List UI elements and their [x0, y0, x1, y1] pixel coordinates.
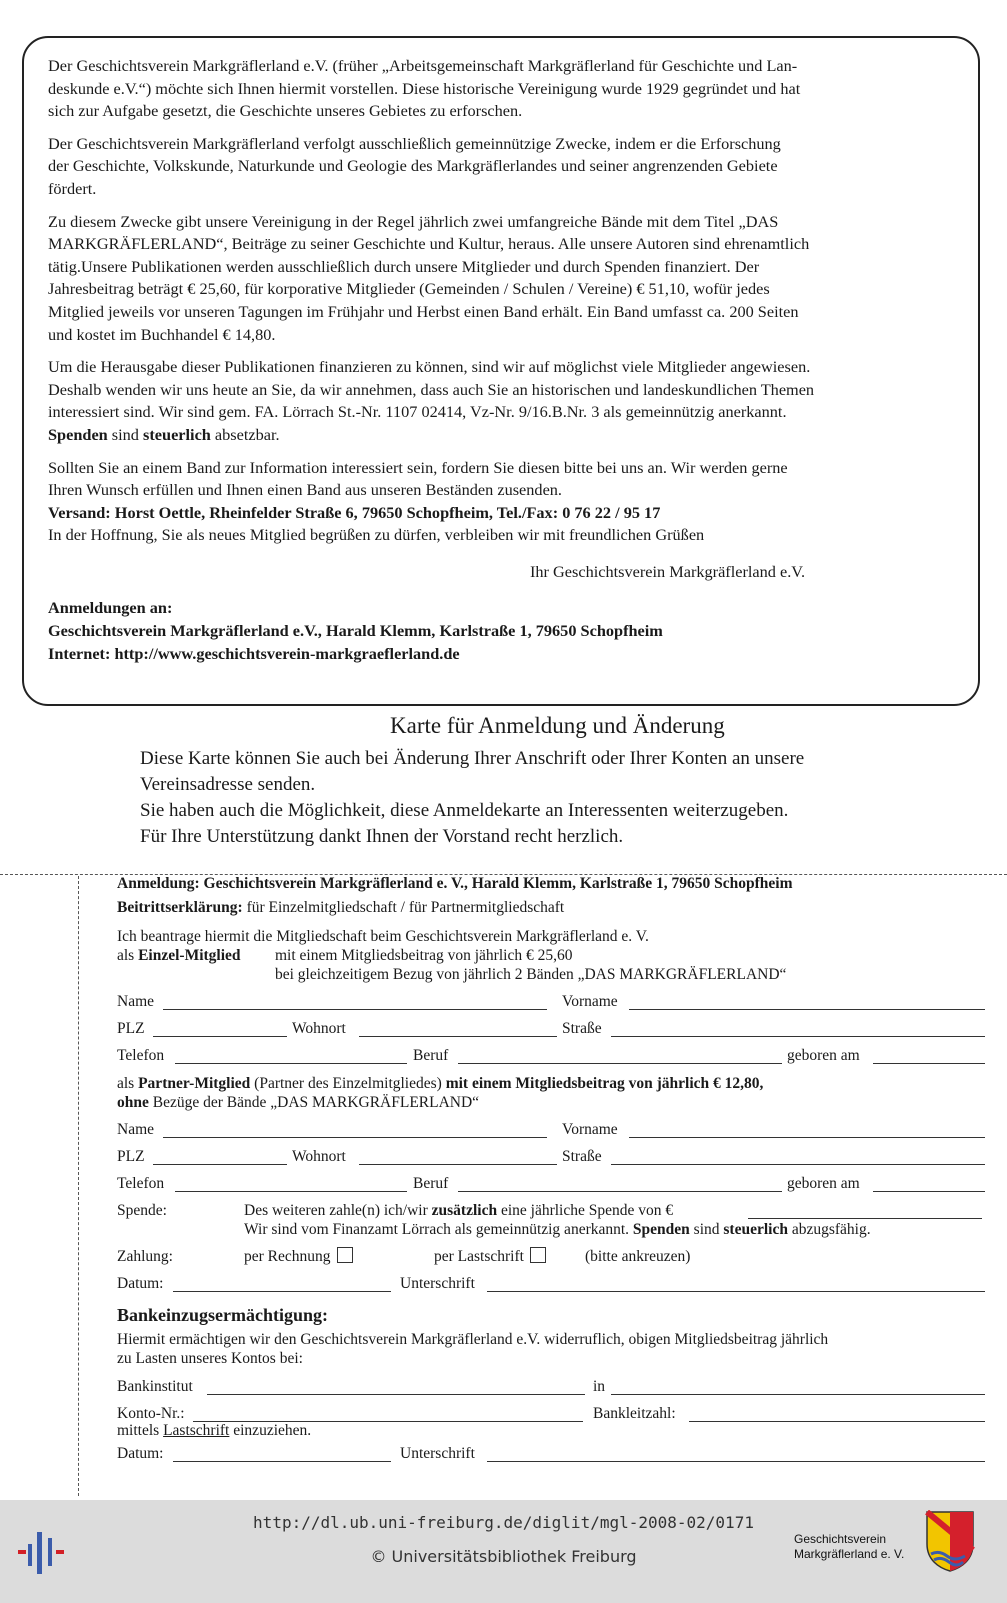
- name-label: Name: [117, 1121, 155, 1138]
- text-line: Mitglied jeweils vor unseren Tagungen im Frühjahr und Herbst einen Band erhält. Ein Band umfasst ca. 200 Seiten: [48, 301, 799, 321]
- partner-vorname-field[interactable]: [629, 1137, 985, 1138]
- unterschrift-field[interactable]: [487, 1291, 985, 1292]
- bankinstitut-row: [117, 1375, 987, 1402]
- steuerlich-emphasis: steuerlich: [723, 1221, 788, 1238]
- beitritt-line: [117, 898, 564, 917]
- partner-geboren-field[interactable]: [873, 1191, 985, 1192]
- geboren-label: geboren am: [787, 1175, 860, 1192]
- vorname-label: Vorname: [562, 1121, 618, 1138]
- closing-line: In der Hoffnung, Sie als neues Mitglied begrüßen zu dürfen, verbleiben wir mit freundlichen Grüßen: [48, 525, 705, 545]
- text-fragment: mittels: [117, 1422, 164, 1439]
- in-label: in: [593, 1378, 606, 1395]
- einzel-line: [117, 946, 987, 965]
- partner-plz-row: [117, 1145, 987, 1172]
- rechnung-checkbox[interactable]: [337, 1247, 353, 1263]
- konto-field[interactable]: [193, 1421, 583, 1422]
- card-line: Sie haben auch die Möglichkeit, diese Anmeldekarte an Interessenten weiterzugeben.: [140, 800, 789, 821]
- bank-datum-field[interactable]: [173, 1461, 391, 1462]
- lastschrift-option[interactable]: [434, 1247, 546, 1266]
- unterschrift-label: Unterschrift: [400, 1275, 475, 1292]
- wohnort-label: Wohnort: [292, 1020, 346, 1037]
- beruf-label: Beruf: [413, 1175, 449, 1192]
- zahlung-row: [117, 1245, 987, 1272]
- partner-note: (Partner des Einzelmitgliedes): [250, 1075, 446, 1092]
- ankreuzen-hint: (bitte ankreuzen): [585, 1248, 691, 1265]
- beitritt-options: für Einzelmitgliedschaft / für Partnermitgliedschaft: [242, 899, 565, 916]
- coat-of-arms-icon: [925, 1510, 975, 1572]
- text-line: MARKGRÄFLERLAND“, Beiträge zu seiner Geschichte und Kultur, heraus. Alle unsere Autoren sind ehrenamtlich: [48, 234, 810, 254]
- als-text: als: [117, 1075, 139, 1092]
- partner-wohnort-field[interactable]: [359, 1164, 557, 1165]
- emphasis-steuerlich: steuerlich: [143, 424, 211, 444]
- geboren-field[interactable]: [873, 1063, 985, 1064]
- telefon-label: Telefon: [117, 1047, 165, 1064]
- intro-paragraph-4: [48, 356, 968, 446]
- name-label: Name: [117, 993, 155, 1010]
- bank-text-line: zu Lasten unseres Kontos bei:: [117, 1350, 303, 1367]
- card-title: Karte für Anmeldung und Änderung: [390, 713, 725, 738]
- intro-paragraph-3: [48, 211, 968, 347]
- signature: Ihr Geschichtsverein Markgräflerland e.V.: [530, 561, 806, 581]
- telefon-row: [117, 1044, 987, 1071]
- intro-paragraph-1: [48, 55, 968, 123]
- partner-plz-field[interactable]: [153, 1164, 287, 1165]
- emphasis-spenden: Spenden: [48, 424, 108, 444]
- strasse-field[interactable]: [611, 1036, 985, 1037]
- antrag-text: Ich beantrage hiermit die Mitgliedschaft beim Geschichtsverein Markgräflerland e. V.: [117, 928, 649, 945]
- text-line: Zu diesem Zwecke gibt unsere Vereinigung in der Regel jährlich zwei umfangreiche Bände mit dem Titel „DAS: [48, 211, 779, 231]
- logo-text-line: Geschichtsverein: [794, 1532, 887, 1546]
- bankinstitut-label: Bankinstitut: [117, 1378, 193, 1395]
- wohnort-field[interactable]: [359, 1036, 557, 1037]
- ohne-rest: Bezüge der Bände „DAS MARKGRÄFLERLAND“: [148, 1094, 480, 1111]
- zahlung-label: Zahlung:: [117, 1248, 173, 1265]
- bank-text-line: Hiermit ermächtigen wir den Geschichtsverein Markgräflerland e.V. widerruflich, obigen Mitgliedsbeitrag jährlich: [117, 1331, 829, 1348]
- card-line: Vereinsadresse senden.: [140, 774, 316, 795]
- lastschrift-underlined: Lastschrift: [163, 1422, 230, 1439]
- versand-line: Versand: Horst Oettle, Rheinfelder Straße 6, 79650 Schopfheim, Tel./Fax: 0 76 22 / 95 17: [48, 502, 661, 522]
- rechnung-label: per Rechnung: [244, 1248, 331, 1265]
- verein-logo-text: [794, 1532, 904, 1562]
- datum-label: Datum:: [117, 1445, 164, 1462]
- spende-line-1: [244, 1201, 673, 1220]
- strasse-label: Straße: [562, 1020, 602, 1037]
- bank-ort-field[interactable]: [611, 1394, 985, 1395]
- telefon-field[interactable]: [175, 1063, 407, 1064]
- rechnung-option[interactable]: [244, 1247, 353, 1266]
- plz-label: PLZ: [117, 1020, 145, 1037]
- footer-bar: [0, 1500, 1007, 1603]
- plz-field[interactable]: [153, 1036, 287, 1037]
- intro-paragraph-2: [48, 133, 968, 201]
- text-line: Um die Herausgabe dieser Publikationen finanzieren zu können, sind wir auf möglichst viele Mitglieder angewiesen.: [48, 357, 811, 377]
- text-fragment: sind: [689, 1221, 724, 1238]
- text-line: Der Geschichtsverein Markgräflerland verfolgt ausschließlich gemeinnützige Zwecke, indem er die Erforschung: [48, 133, 781, 153]
- ohne-line: [117, 1093, 987, 1112]
- text-line: deskunde e.V.“) möchte sich Ihnen hiermit vorstellen. Diese historische Vereinigung wurde 1929 gegründet und hat: [48, 78, 801, 98]
- cut-line-vertical: [78, 876, 79, 1496]
- footer-copyright: © Universitätsbibliothek Freiburg: [370, 1547, 637, 1566]
- text-fragment: abzugsfähig.: [787, 1221, 871, 1238]
- form-header: Anmeldung: Geschichtsverein Markgräflerland e. V., Harald Klemm, Karlstraße 1, 79650 Schopfheim: [117, 875, 793, 892]
- partner-strasse-field[interactable]: [611, 1164, 985, 1165]
- einzel-mitglied-label: Einzel-Mitglied: [138, 947, 241, 964]
- als-text: als: [117, 947, 139, 964]
- partner-telefon-field[interactable]: [175, 1191, 407, 1192]
- text-line: interessiert sind. Wir sind gem. FA. Lörrach St.-Nr. 1107 02414, Vz-Nr. 9/16.B.Nr. 3 als gemeinnützig anerkannt.: [48, 402, 787, 422]
- einzel-beitrag: mit einem Mitgliedsbeitrag von jährlich € 25,60: [275, 947, 573, 964]
- beitritt-label: Beitrittserklärung:: [117, 899, 243, 916]
- text-line: sich zur Aufgabe gesetzt, die Geschichte unseres Gebietes zu erforschen.: [48, 101, 523, 121]
- name-field[interactable]: [163, 1009, 547, 1010]
- text-line: Ihren Wunsch erfüllen und Ihnen einen Band aus unseren Beständen zusenden.: [48, 480, 563, 500]
- bank-unterschrift-field[interactable]: [487, 1461, 985, 1462]
- registration-form: [117, 875, 987, 1469]
- plz-row: [117, 1017, 987, 1044]
- wohnort-label: Wohnort: [292, 1148, 346, 1165]
- bank-datum-row: [117, 1442, 987, 1469]
- partner-beruf-field[interactable]: [458, 1191, 782, 1192]
- unterschrift-label: Unterschrift: [400, 1445, 475, 1462]
- einzel-bezug: bei gleichzeitigem Bezug von jährlich 2 Bänden „DAS MARKGRÄFLERLAND“: [275, 966, 787, 983]
- bankinstitut-field[interactable]: [207, 1394, 585, 1395]
- text-line: Deshalb wenden wir uns heute an Sie, da wir annehmen, dass auch Sie an historischen und landeskundlichen Themen: [48, 379, 815, 399]
- lastschrift-checkbox[interactable]: [530, 1247, 546, 1263]
- partner-name-row: [117, 1118, 987, 1145]
- text-line: Sollten Sie an einem Band zur Information interessiert sein, fordern Sie diesen bitte bei uns an. Wir werden gerne: [48, 457, 788, 477]
- intro-paragraph-5: [48, 457, 968, 547]
- beruf-field[interactable]: [458, 1063, 782, 1064]
- bank-heading: Bankeinzugsermächtigung:: [117, 1305, 329, 1325]
- card-description: [140, 746, 940, 850]
- anmeldungen-address: Geschichtsverein Markgräflerland e.V., Harald Klemm, Karlstraße 1, 79650 Schopfheim: [48, 621, 663, 641]
- text-fragment: absetzbar.: [210, 424, 280, 444]
- text-line: Jahresbeitrag beträgt € 25,60, für korporative Mitglieder (Gemeinden / Schulen / Vereine) € 51,10, wofür jedes: [48, 279, 770, 299]
- partner-mitglied-label: Partner-Mitglied: [138, 1075, 251, 1092]
- text-line: Der Geschichtsverein Markgräflerland e.V. (früher „Arbeitsgemeinschaft Markgräflerland für Geschichte und Lan-: [48, 56, 798, 75]
- card-line: Diese Karte können Sie auch bei Änderung Ihrer Anschrift oder Ihrer Konten an unsere: [140, 748, 805, 769]
- text-line: und kostet im Buchhandel € 14,80.: [48, 324, 276, 344]
- spende-amount-field[interactable]: [748, 1218, 982, 1219]
- card-line: Für Ihre Unterstützung dankt Ihnen der Vorstand recht herzlich.: [140, 826, 624, 847]
- konto-label: Konto-Nr.:: [117, 1405, 185, 1422]
- spende-block: [117, 1201, 987, 1243]
- ohne-text: ohne: [117, 1094, 149, 1111]
- blz-label: Bankleitzahl:: [593, 1405, 676, 1422]
- text-fragment: einzuziehen.: [229, 1422, 312, 1439]
- text-line: fördert.: [48, 178, 97, 198]
- plz-label: PLZ: [117, 1148, 145, 1165]
- datum-field[interactable]: [173, 1291, 391, 1292]
- footer-url[interactable]: http://dl.ub.uni-freiburg.de/diglit/mgl-2008-02/0171: [253, 1513, 754, 1532]
- beruf-label: Beruf: [413, 1047, 449, 1064]
- spende-label: Spende:: [117, 1202, 167, 1219]
- name-row: [117, 990, 987, 1017]
- spende-line-2: [244, 1220, 871, 1239]
- vorname-label: Vorname: [562, 993, 618, 1010]
- telefon-label: Telefon: [117, 1175, 165, 1192]
- text-fragment: Wir sind vom Finanzamt Lörrach als gemeinnützig anerkannt.: [244, 1221, 633, 1238]
- spenden-emphasis: Spenden: [632, 1221, 690, 1238]
- text-fragment: sind: [107, 424, 144, 444]
- text-fragment: eine jährliche Spende von €: [497, 1202, 674, 1219]
- logo-text-line: Markgräflerland e. V.: [794, 1547, 905, 1561]
- text-line: der Geschichte, Volkskunde, Naturkunde und Geologie des Markgräflerlandes und seiner angrenzenden Gebiete: [48, 156, 778, 176]
- konto-row: [117, 1402, 987, 1429]
- text-fragment: Des weiteren zahle(n) ich/wir: [244, 1202, 432, 1219]
- partner-name-field[interactable]: [163, 1137, 547, 1138]
- partner-beitrag: mit einem Mitgliedsbeitrag von jährlich € 12,80,: [445, 1075, 764, 1092]
- text-line: tätig.Unsere Publikationen werden ausschließlich durch unsere Mitglieder und durch Spenden finanziert. Der: [48, 256, 760, 276]
- blz-field[interactable]: [689, 1421, 985, 1422]
- lastschrift-label: per Lastschrift: [434, 1248, 524, 1265]
- partner-telefon-row: [117, 1172, 987, 1199]
- partner-line: [117, 1074, 987, 1093]
- zusaetzlich-emphasis: zusätzlich: [431, 1202, 498, 1219]
- geboren-label: geboren am: [787, 1047, 860, 1064]
- anmeldungen-heading: Anmeldungen an:: [48, 598, 173, 618]
- vorname-field[interactable]: [629, 1009, 985, 1010]
- strasse-label: Straße: [562, 1148, 602, 1165]
- internet-link[interactable]: Internet: http://www.geschichtsverein-markgraeflerland.de: [48, 643, 460, 663]
- datum-row: [117, 1272, 987, 1299]
- datum-label: Datum:: [117, 1275, 164, 1292]
- intro-text: [48, 55, 968, 665]
